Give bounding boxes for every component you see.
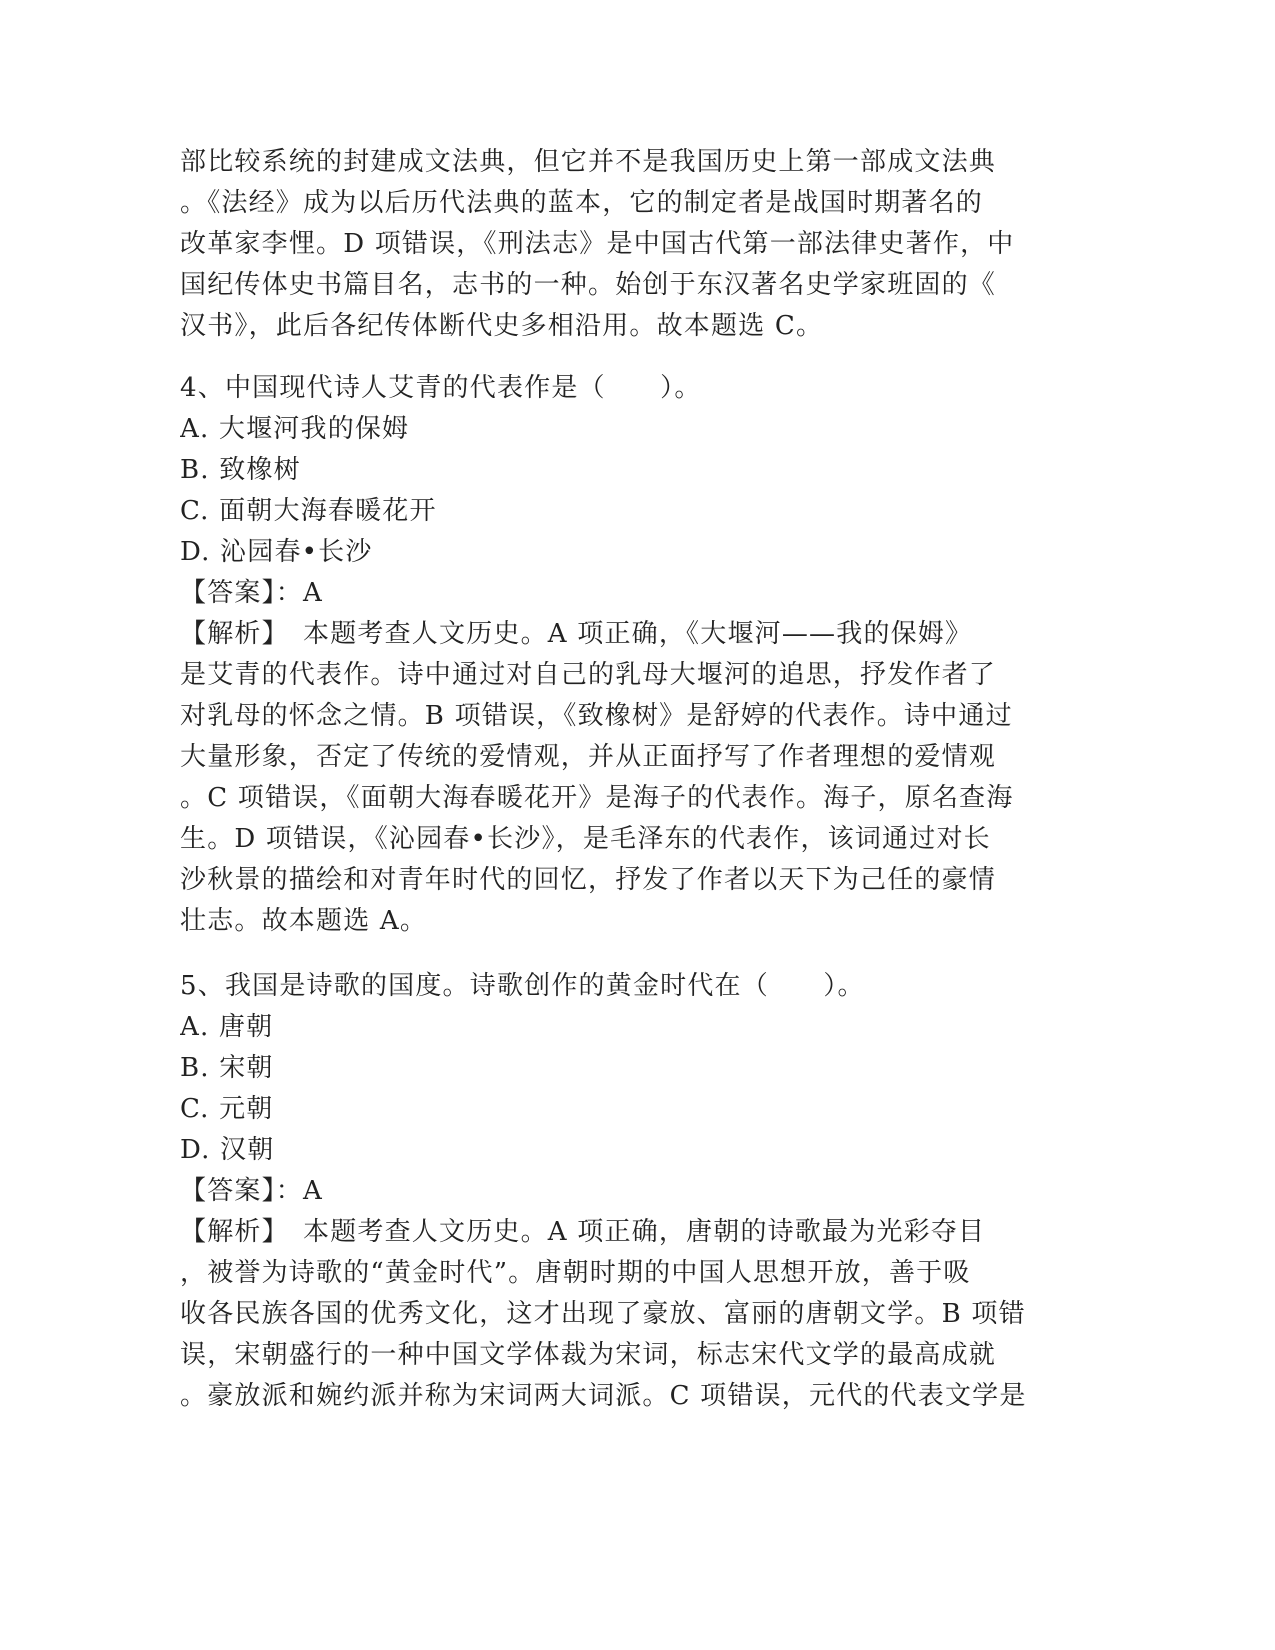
paragraph-line: 改革家李悝。D 项错误，《刑法志》是中国古代第一部法律史著作，中: [180, 229, 1015, 259]
question-4-option-b: B. 致橡树: [180, 455, 301, 485]
question-4-answer: 【答案】：A: [180, 578, 323, 608]
question-4-stem: 4、中国现代诗人艾青的代表作是（ ）。: [180, 373, 702, 403]
question-5-answer: 【答案】：A: [180, 1176, 323, 1206]
question-5-stem: 5、我国是诗歌的国度。诗歌创作的黄金时代在（ ）。: [180, 971, 865, 1001]
question-4-option-a: A. 大堰河我的保姆: [180, 414, 410, 444]
question-4-analysis-line: 生。D 项错误，《沁园春•长沙》，是毛泽东的代表作，该词通过对长: [180, 824, 991, 854]
question-5-option-c: C. 元朝: [180, 1094, 274, 1124]
question-4-analysis-line: 沙秋景的描绘和对青年时代的回忆，抒发了作者以天下为己任的豪情: [180, 865, 997, 895]
paragraph-line: 汉书》，此后各纪传体断代史多相沿用。故本题选 C。: [180, 311, 824, 341]
question-5-analysis-line: 收各民族各国的优秀文化，这才出现了豪放、富丽的唐朝文学。B 项错: [180, 1299, 1026, 1329]
question-5-option-d: D. 汉朝: [180, 1135, 275, 1165]
question-5-option-a: A. 唐朝: [180, 1012, 274, 1042]
paragraph-line: 。《法经》成为以后历代法典的蓝本，它的制定者是战国时期著名的: [180, 188, 984, 218]
question-4-analysis-line: 【解析】 本题考查人文历史。A 项正确，《大堰河——我的保姆》: [180, 619, 973, 649]
question-5-option-b: B. 宋朝: [180, 1053, 274, 1083]
paragraph-line: 国纪传体史书篇目名，志书的一种。始创于东汉著名史学家班固的《: [180, 270, 997, 300]
paragraph-line: 部比较系统的封建成文法典，但它并不是我国历史上第一部成文法典: [180, 147, 997, 177]
question-4-option-d: D. 沁园春•长沙: [180, 537, 373, 567]
question-4-analysis-line: 是艾青的代表作。诗中通过对自己的乳母大堰河的追思，抒发作者了: [180, 660, 997, 690]
question-4-option-c: C. 面朝大海春暖花开: [180, 496, 437, 526]
question-5-analysis-line: 。豪放派和婉约派并称为宋词两大词派。C 项错误，元代的代表文学是: [180, 1381, 1027, 1411]
question-5-analysis-line: 误，宋朝盛行的一种中国文学体裁为宋词，标志宋代文学的最高成就: [180, 1340, 997, 1370]
question-5-analysis-line: ，被誉为诗歌的“黄金时代”。唐朝时期的中国人思想开放，善于吸: [180, 1258, 971, 1288]
question-4-analysis-line: 。C 项错误，《面朝大海春暖花开》是海子的代表作。海子，原名查海: [180, 783, 1014, 813]
question-4-analysis-line: 大量形象，否定了传统的爱情观，并从正面抒写了作者理想的爱情观: [180, 742, 997, 772]
question-5-analysis-line: 【解析】 本题考查人文历史。A 项正确，唐朝的诗歌最为光彩夺目: [180, 1217, 986, 1247]
question-4-analysis-line: 对乳母的怀念之情。B 项错误，《致橡树》是舒婷的代表作。诗中通过: [180, 701, 1013, 731]
question-4-analysis-line: 壮志。故本题选 A。: [180, 906, 428, 936]
